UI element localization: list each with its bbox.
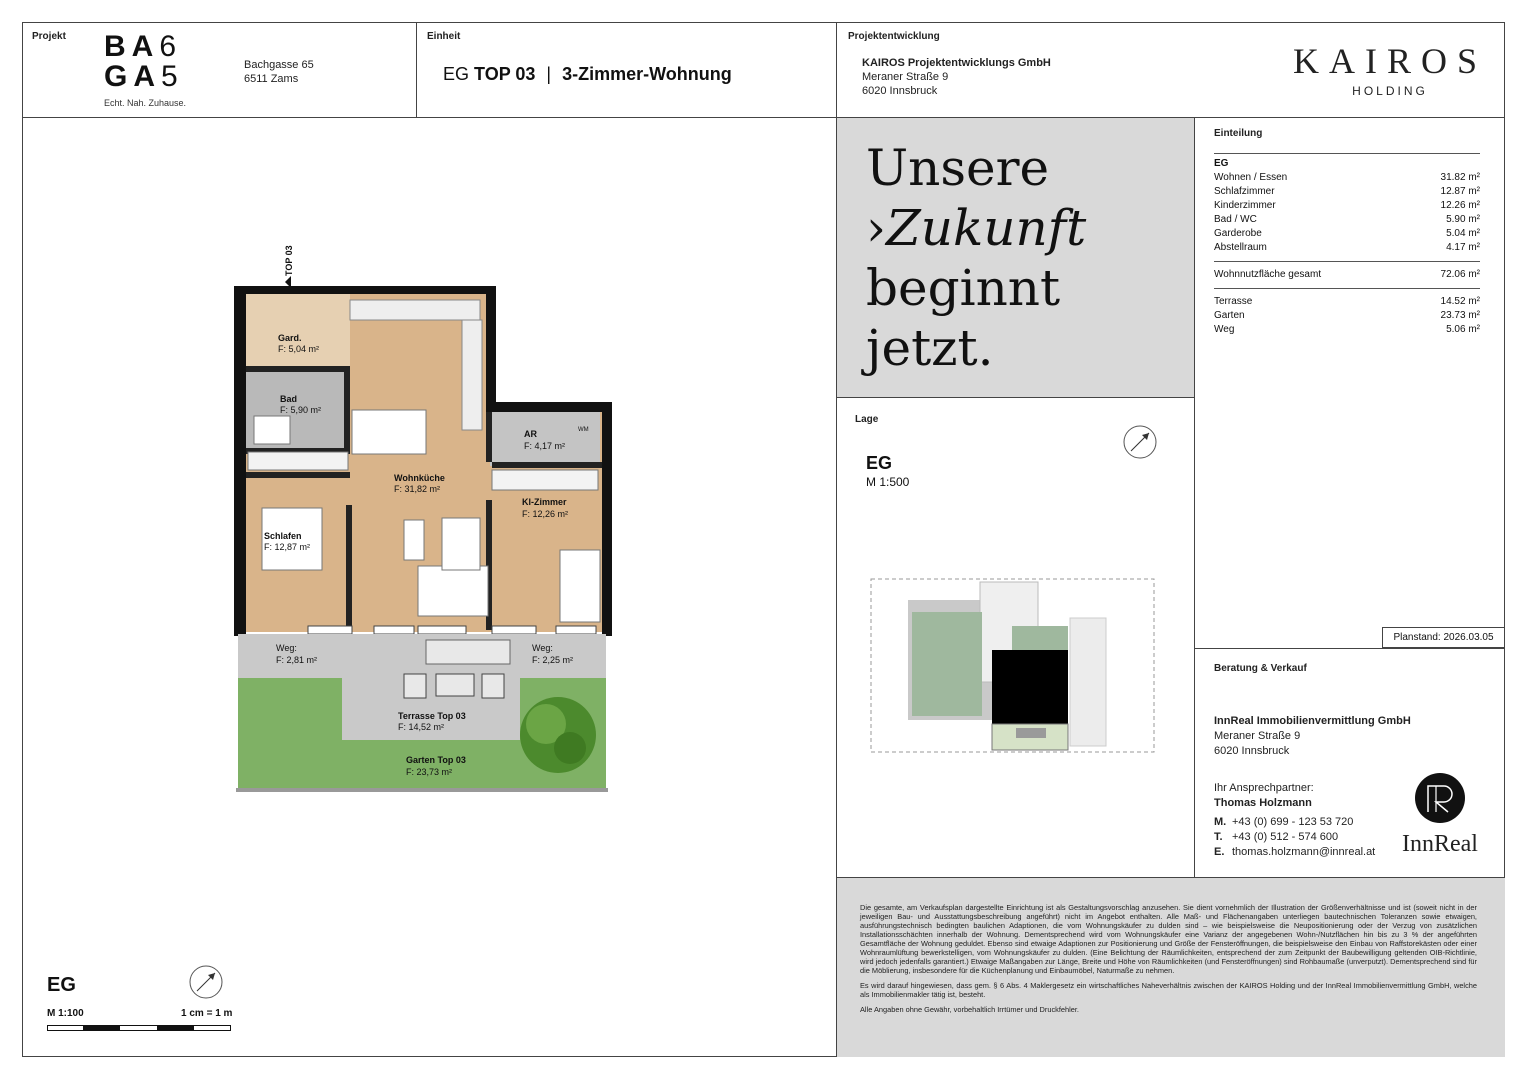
einheit-label: Einheit	[427, 31, 461, 42]
unit-title	[443, 64, 732, 85]
contact-block	[1214, 781, 1375, 860]
plan-scale-note: 1 cm = 1 m	[181, 1008, 233, 1019]
plan-floor-label: EG	[47, 974, 76, 996]
row-area: 5.04 m²	[1446, 228, 1480, 239]
plan-scale: M 1:100	[47, 1008, 84, 1019]
room-garten-area: F: 23,73 m²	[406, 767, 453, 777]
projekt-label: Projekt	[32, 31, 66, 42]
einteilung-row	[1214, 323, 1480, 337]
logo-tagline: Echt. Nah. Zuhause.	[104, 98, 187, 108]
room-ar-area: F: 4,17 m²	[524, 441, 566, 451]
floor-plan	[228, 230, 618, 810]
room-klzimmer-name: Kl-Zimmer	[522, 497, 567, 507]
row-name: Schlafzimmer	[1214, 186, 1275, 197]
broker-name: InnReal Immobilienvermittlung GmbH	[1214, 715, 1411, 727]
row-name: Wohnen / Essen	[1214, 172, 1288, 183]
row-area: 12.26 m²	[1440, 200, 1480, 211]
row-area: 5.90 m²	[1446, 214, 1480, 225]
address-city: 6511 Zams	[244, 73, 299, 85]
lage-scale: M 1:500	[866, 475, 910, 489]
email-label: E.	[1214, 846, 1225, 858]
room-gard-name: Gard.	[278, 333, 302, 343]
row-area: 31.82 m²	[1440, 172, 1480, 183]
slogan-line1: Unsere	[866, 139, 1050, 197]
slogan-bottom-line	[837, 397, 1194, 398]
phone-label: T.	[1214, 831, 1223, 843]
developer-street: Meraner Straße 9	[862, 71, 949, 83]
room-bad-area: F: 5,90 m²	[280, 405, 322, 415]
row-area: 23.73 m²	[1440, 310, 1480, 321]
logo-line2-num: 5	[161, 60, 184, 93]
slogan-line2: Zukunft	[886, 199, 1087, 257]
row-name: Terrasse	[1214, 296, 1253, 307]
kairos-logo	[1290, 40, 1490, 98]
header-divider-1	[416, 22, 417, 118]
room-wohnkueche-area: F: 31,82 m²	[394, 484, 441, 494]
slogan-mark: ›	[866, 199, 886, 257]
row-area: 14.52 m²	[1440, 296, 1480, 307]
address-street: Bachgasse 65	[244, 59, 314, 71]
slogan-line3: beginnt	[866, 259, 1061, 317]
row-name: Bad / WC	[1214, 214, 1257, 225]
einteilung-row	[1214, 171, 1480, 185]
total-area: 72.06 m²	[1440, 269, 1480, 280]
row-name: Garderobe	[1214, 228, 1262, 239]
room-weg2-area: F: 2,25 m²	[532, 655, 574, 665]
developer-city: 6020 Innsbruck	[862, 85, 938, 97]
einteilung-row	[1214, 199, 1480, 213]
disclaimer-text	[860, 903, 1477, 1020]
project-address	[244, 58, 314, 86]
slogan-line4: jetzt.	[866, 319, 994, 377]
lage-label: Lage	[855, 414, 879, 425]
beratung-label: Beratung & Verkauf	[1214, 663, 1307, 674]
baga-logo	[104, 32, 186, 108]
einteilung-table	[1214, 157, 1480, 337]
phone-number[interactable]: +43 (0) 512 - 574 600	[1232, 831, 1339, 843]
innreal-logo	[1390, 772, 1490, 858]
contact-name: Thomas Holzmann	[1214, 797, 1312, 809]
contact-label: Ihr Ansprechpartner:	[1214, 782, 1314, 794]
row-area: 5.06 m²	[1446, 324, 1480, 335]
room-klzimmer-area: F: 12,26 m²	[522, 509, 569, 519]
header-bottom-line	[22, 117, 1505, 118]
room-weg1-name: Weg:	[276, 643, 297, 653]
room-garten-name: Garten Top 03	[406, 755, 466, 765]
developer-address	[862, 56, 1051, 98]
row-area: 12.87 m²	[1440, 186, 1480, 197]
logo-line2: GA	[104, 60, 161, 93]
projektentwicklung-label: Projektentwicklung	[848, 31, 940, 42]
einteilung-row	[1214, 185, 1480, 199]
beratung-address	[1214, 714, 1411, 759]
wm-label: WM	[578, 427, 589, 433]
mobile-number[interactable]: +43 (0) 699 - 123 53 720	[1232, 816, 1354, 828]
einteilung-title: Einteilung	[1214, 128, 1263, 139]
room-gard-area: F: 5,04 m²	[278, 344, 320, 354]
einteilung-separator	[1214, 288, 1480, 289]
room-schlafen-area: F: 12,87 m²	[264, 542, 311, 552]
room-terrasse-name: Terrasse Top 03	[398, 711, 466, 721]
einteilung-separator	[1214, 261, 1480, 262]
top-marker: TOP 03	[284, 245, 294, 276]
north-arrow-icon	[188, 964, 224, 1000]
row-name: Weg	[1214, 324, 1235, 335]
einteilung-bottom-line	[1194, 648, 1505, 649]
unit-type: 3-Zimmer-Wohnung	[562, 64, 732, 84]
row-name: Kinderzimmer	[1214, 200, 1276, 211]
room-weg2-name: Weg:	[532, 643, 553, 653]
einteilung-row	[1214, 295, 1480, 309]
room-bad-name: Bad	[280, 394, 298, 404]
email-link[interactable]: thomas.holzmann@innreal.at	[1232, 846, 1376, 858]
einteilung-row	[1214, 213, 1480, 227]
innreal-wordmark: InnReal	[1402, 831, 1478, 857]
einteilung-floor: EG	[1214, 158, 1229, 169]
planstand-badge: Planstand: 2026.03.05	[1382, 627, 1505, 648]
right-column-divider	[1194, 118, 1195, 877]
innreal-emblem-icon	[1414, 772, 1466, 824]
broker-street: Meraner Straße 9	[1214, 730, 1301, 742]
logo-line1: BA	[104, 30, 160, 63]
scale-bar	[47, 1024, 232, 1032]
room-wohnkueche-name: Wohnküche	[394, 473, 445, 483]
disclaimer-p1: Die gesamte, am Verkaufsplan dargestellte Einrichtung ist als Gestaltungsvorschlag anzusehen. Sie dient vornehmlich der Illustration der Größenverhältnisse und ist (soweit nicht in der jeweiligen Bau- und Ausstattungsbeschreibung angeführt) nicht im Angebot enthalten. Alle Maß- und Flächenangaben unterliegen bautechnischen Toleranzen sowie etwaigen, ausführungstechnisch bedingten baulichen Adaptionen, die vom Wohnungskäufer zu dulden sind – wie beispielsweise die Neupositionierung oder der Verzug von zusätzlichen Installationsschächten innerhalb der Wohnung. Dementsprechend wird vom Wohnungskäufer eine Varianz der angegebenen Wohn-/Nutzflächen hin bis zu 3 % der angeführten Gesamtfläche der Wohnung geduldet. Ebenso sind etwaige Adaptionen zur Positionierung und Größe der Fensteröffnungen, die beispielsweise den Einbau von Raffstorekästen oder einer Wohnraumlüftung bewerkstelligen, vom Wohnungskäufer zu dulden. (Eine Belichtung der Räumlichkeiten, entsprechend der zum Zeitpunkt der Baubewilligung geltenden OIB-Richtlinie, wird jedoch jedenfalls garantiert.) Etwaige Maßangaben zur Länge, Breite und Höhe von Räumlichkeiten (und Fensteröffnungen) sind Rohbaumaße (unverputzt). Dementsprechend sind für die Möblierung, insbesondere für die Küchenplanung und Einbaumöbel, Naturmaße zu nehmen.	[860, 903, 1477, 975]
einteilung-total-row	[1214, 268, 1480, 282]
room-weg1-area: F: 2,81 m²	[276, 655, 318, 665]
logo-line1-num: 6	[159, 30, 183, 63]
kairos-wordmark: KAIROS	[1292, 41, 1487, 81]
disclaimer-p2: Es wird darauf hingewiesen, dass gem. § 6 Abs. 4 Maklergesetz ein wirtschaftliches Naheverhältnis zwischen der KAIROS Holding und der InnReal Immobilienvermittlung GmbH, welche als Immobilienmakler tätig ist, besteht.	[860, 981, 1477, 999]
broker-city: 6020 Innsbruck	[1214, 745, 1290, 757]
row-area: 4.17 m²	[1446, 242, 1480, 253]
site-plan	[870, 578, 1156, 754]
disclaimer-p3: Alle Angaben ohne Gewähr, vorbehaltlich Irrtümer und Druckfehler.	[860, 1005, 1079, 1014]
room-schlafen-name: Schlafen	[264, 531, 302, 541]
unit-prefix: EG	[443, 64, 470, 84]
unit-top: TOP 03	[474, 64, 536, 84]
unit-separator: |	[546, 64, 552, 84]
einteilung-line	[1214, 153, 1480, 154]
einteilung-row	[1214, 309, 1480, 323]
einteilung-row	[1214, 241, 1480, 255]
lage-north-arrow-icon	[1122, 424, 1158, 460]
total-name: Wohnnutzfläche gesamt	[1214, 269, 1322, 280]
row-name: Garten	[1214, 310, 1245, 321]
room-ar-name: AR	[524, 429, 537, 439]
row-name: Abstellraum	[1214, 242, 1267, 253]
kairos-holding: HOLDING	[1352, 84, 1428, 98]
einteilung-row	[1214, 227, 1480, 241]
room-terrasse-area: F: 14,52 m²	[398, 722, 445, 732]
slogan	[866, 138, 1086, 378]
mobile-label: M.	[1214, 816, 1227, 828]
developer-name: KAIROS Projektentwicklungs GmbH	[862, 57, 1051, 69]
lage-floor: EG	[866, 453, 893, 473]
